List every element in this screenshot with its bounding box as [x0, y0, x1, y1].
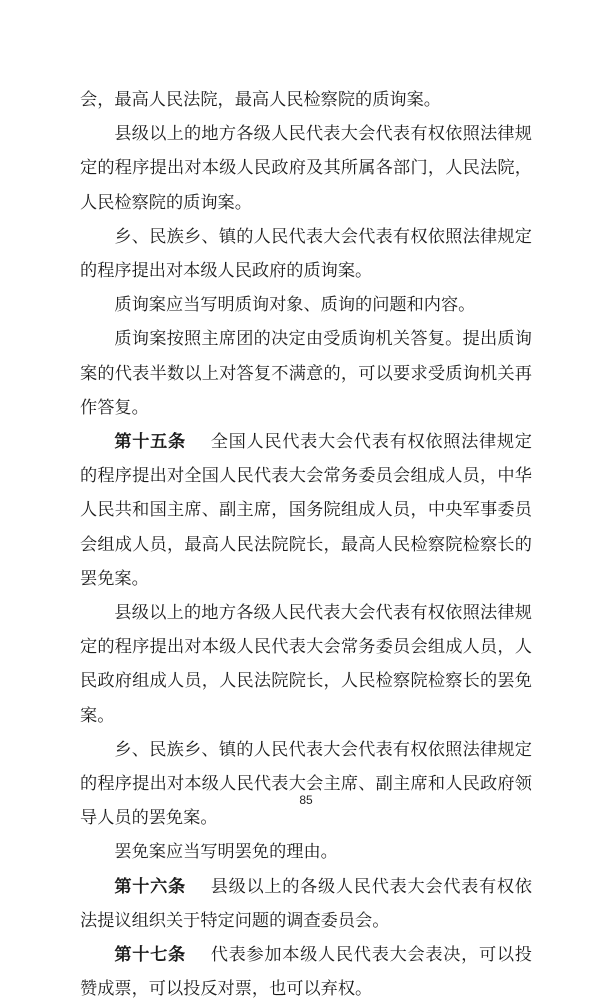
page-number: 85	[299, 793, 313, 807]
paragraph	[80, 733, 532, 836]
article-15	[80, 425, 532, 596]
paragraph-continued	[80, 83, 532, 117]
paragraph-text: 乡、民族乡、镇的人民代表大会代表有权依照法律规定的程序提出对本级人民代表大会主席、副主席和人民政府领导人员的罢免案。	[80, 739, 532, 829]
paragraph	[80, 117, 532, 220]
paragraph	[80, 596, 532, 733]
paragraph	[80, 220, 532, 288]
paragraph-text: 县级以上的地方各级人民代表大会代表有权依照法律规定的程序提出对本级人民政府及其所属各部门，人民法院，人民检察院的质询案。	[80, 124, 532, 213]
paragraph-text: 质询案按照主席团的决定由受质询机关答复。提出质询案的代表半数以上对答复不满意的，可以要求受质询机关再作答复。	[80, 329, 532, 418]
paragraph-text: 县级以上的各级人民代表大会代表有权依法提议组织关于特定问题的调查委员会。	[80, 876, 532, 931]
paragraph-text: 代表参加本级人民代表大会表决，可以投赞成票，可以投反对票，也可以弃权。	[80, 945, 532, 1000]
body-text	[80, 83, 532, 1006]
article-16	[80, 870, 532, 938]
article-number: 第十六条	[114, 876, 186, 897]
paragraph	[80, 322, 532, 425]
article-number: 第十五条	[114, 432, 186, 453]
paragraph-text: 县级以上的地方各级人民代表大会代表有权依照法律规定的程序提出对本级人民代表大会常务委员会组成人员，人民政府组成人员，人民法院院长，人民检察院检察长的罢免案。	[80, 603, 532, 726]
paragraph-text: 乡、民族乡、镇的人民代表大会代表有权依照法律规定的程序提出对本级人民政府的质询案。	[80, 226, 532, 282]
article-number: 第十七条	[114, 945, 186, 966]
paragraph-text: 质询案应当写明质询对象、质询的问题和内容。	[114, 295, 476, 316]
paragraph-text: 会，最高人民法院，最高人民检察院的质询案。	[80, 90, 441, 110]
paragraph	[80, 288, 532, 322]
paragraph-text: 罢免案应当写明罢免的理由。	[114, 842, 338, 863]
article-17	[80, 938, 532, 1006]
paragraph-text: 全国人民代表大会代表有权依照法律规定的程序提出对全国人民代表大会常务委员会组成人员，中华人民共和国主席、副主席，国务院组成人员，中央军事委员会组成人员，最高人民法院院长，最高人民检察院检察长的罢免案。	[80, 432, 532, 589]
